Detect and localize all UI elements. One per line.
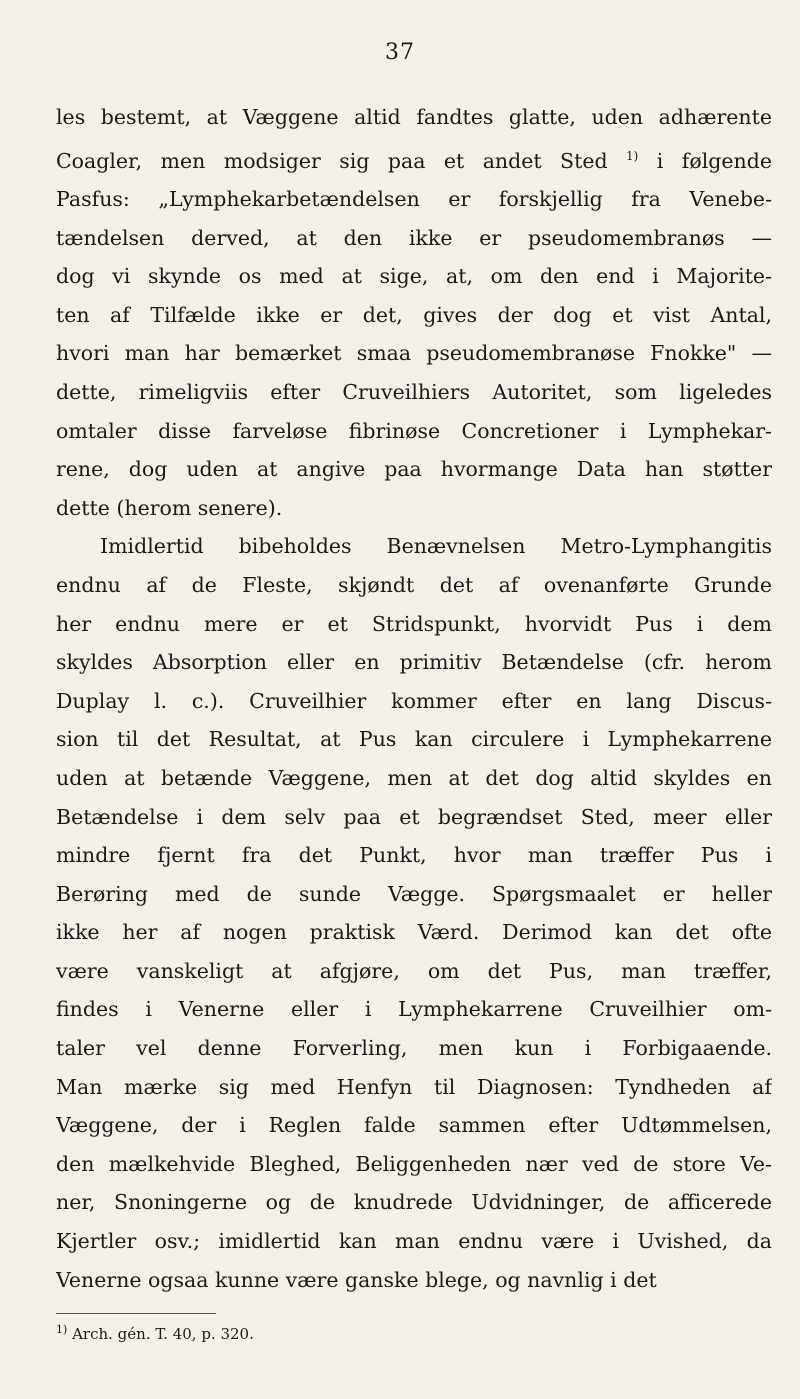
text-line: skyldes Absorption eller en primitiv Betændelse (cfr. herom bbox=[56, 650, 772, 675]
text-line: hvori man har bemærket smaa pseudomembranøse Fnokke" — bbox=[56, 341, 772, 366]
text-line: Venerne ogsaa kunne være ganske blege, og navnlig i det bbox=[56, 1267, 657, 1292]
text-line: Betændelse i dem selv paa et begrændset Sted, meer eller bbox=[56, 804, 772, 829]
text-line: taler vel denne Forverling, men kun i Forbigaaende. bbox=[56, 1036, 772, 1061]
text-line: ikke her af nogen praktisk Værd. Derimod kan det ofte bbox=[56, 920, 772, 945]
text-line: dette, rimeligviis efter Cruveilhiers Autoritet, som ligeledes bbox=[56, 379, 772, 404]
footnote-mark: 1) bbox=[56, 1323, 68, 1336]
text-line: mindre fjernt fra det Punkt, hvor man træffer Pus i bbox=[56, 843, 772, 868]
text-line: sion til det Resultat, at Pus kan circulere i Lymphekarrene bbox=[56, 727, 772, 752]
text-line: Imidlertid bibeholdes Benævnelsen Metro-Lymphangitis bbox=[100, 534, 772, 559]
text-line: Kjertler osv.; imidlertid kan man endnu være i Uvished, da bbox=[56, 1229, 772, 1254]
text-line: ner, Snoningerne og de knudrede Udvidninger, de afficerede bbox=[56, 1190, 772, 1215]
text-line: være vanskeligt at afgjøre, om det Pus, man træffer, bbox=[56, 958, 772, 983]
text-line: ten af Tilfælde ikke er det, gives der dog et vist Antal, bbox=[56, 302, 772, 327]
footnote bbox=[56, 1319, 772, 1345]
text-line: omtaler disse farveløse fibrinøse Concretioner i Lymphekar- bbox=[56, 418, 772, 443]
text-line: Coagler, men modsiger sig paa et andet Sted $^{1)}$ i følgende bbox=[56, 148, 772, 173]
text-line: dette (herom senere). bbox=[56, 495, 283, 520]
text-line: Væggene, der i Reglen falde sammen efter Udtømmelsen, bbox=[56, 1113, 772, 1138]
text-line: tændelsen derved, at den ikke er pseudomembranøs — bbox=[56, 225, 772, 250]
text-line: den mælkehvide Bleghed, Beliggenheden nær ved de store Ve- bbox=[56, 1151, 772, 1176]
footnote-divider bbox=[56, 1313, 216, 1314]
text-line: her endnu mere er et Stridspunkt, hvorvidt Pus i dem bbox=[56, 611, 772, 636]
text-line: les bestemt, at Væggene altid fandtes glatte, uden adhærente bbox=[56, 105, 772, 129]
body-text bbox=[56, 98, 772, 1299]
paragraph-2 bbox=[56, 527, 772, 1299]
text-line: rene, dog uden at angive paa hvormange Data han støtter bbox=[56, 457, 772, 482]
text-line: Duplay l. c.). Cruveilhier kommer efter en lang Discus- bbox=[56, 688, 772, 713]
text-line: findes i Venerne eller i Lymphekarrene Cruveilhier om- bbox=[56, 997, 772, 1022]
text-line: Man mærke sig med Henfyn til Diagnosen: Tyndheden af bbox=[56, 1074, 772, 1099]
text-line: Berøring med de sunde Vægge. Spørgsmaalet er heller bbox=[56, 881, 772, 906]
text-line: dog vi skynde os med at sige, at, om den end i Majorite- bbox=[56, 264, 772, 289]
text-line-continuation: i følgende bbox=[638, 148, 772, 173]
paragraph-1 bbox=[56, 98, 772, 527]
footnote-reference[interactable]: 1) bbox=[626, 148, 639, 163]
text-line: Pasfus: „Lymphekarbetændelsen er forskjellig fra Venebe- bbox=[56, 187, 772, 212]
page-number: 37 bbox=[385, 40, 415, 65]
text-line: endnu af de Fleste, skjøndt det af ovenanførte Grunde bbox=[56, 572, 772, 597]
text-line: uden at betænde Væggene, men at det dog altid skyldes en bbox=[56, 765, 772, 790]
footnote-text: Arch. gén. T. 40, p. 320. bbox=[72, 1325, 254, 1343]
